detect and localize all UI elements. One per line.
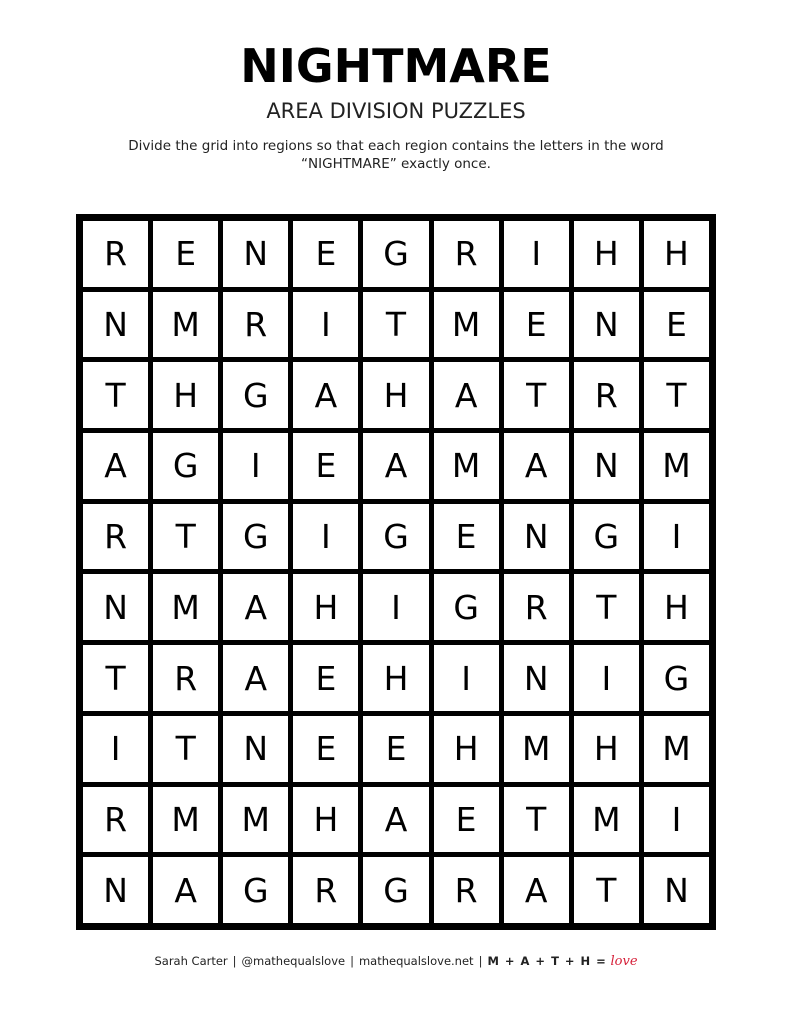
grid-cell[interactable]: T bbox=[504, 787, 569, 853]
grid-cell[interactable]: E bbox=[293, 433, 358, 499]
grid-cell[interactable]: N bbox=[504, 645, 569, 711]
grid-cell[interactable]: A bbox=[223, 645, 288, 711]
grid-cell[interactable]: R bbox=[574, 362, 639, 428]
grid-cell[interactable]: H bbox=[574, 716, 639, 782]
grid-cell[interactable]: A bbox=[153, 857, 218, 923]
grid-cell[interactable]: H bbox=[363, 362, 428, 428]
grid-cell[interactable]: I bbox=[363, 574, 428, 640]
grid-cell[interactable]: R bbox=[153, 645, 218, 711]
grid-cell[interactable]: T bbox=[574, 574, 639, 640]
grid-cell[interactable]: I bbox=[293, 292, 358, 358]
grid-cell[interactable]: N bbox=[223, 221, 288, 287]
grid-cell[interactable]: H bbox=[434, 716, 499, 782]
grid-cell[interactable]: G bbox=[223, 857, 288, 923]
grid-cell[interactable]: N bbox=[223, 716, 288, 782]
footer bbox=[0, 954, 792, 969]
grid-cell[interactable]: A bbox=[83, 433, 148, 499]
grid-cell[interactable]: M bbox=[434, 433, 499, 499]
grid-cell[interactable]: T bbox=[644, 362, 709, 428]
grid-cell[interactable]: A bbox=[504, 433, 569, 499]
grid-cell[interactable]: E bbox=[293, 645, 358, 711]
footer-separator: | bbox=[350, 954, 354, 968]
grid-cell[interactable]: G bbox=[434, 574, 499, 640]
grid-cell[interactable]: I bbox=[83, 716, 148, 782]
grid-cell[interactable]: R bbox=[504, 574, 569, 640]
grid-cell[interactable]: I bbox=[223, 433, 288, 499]
grid-cell[interactable]: H bbox=[293, 787, 358, 853]
grid-cell[interactable]: T bbox=[504, 362, 569, 428]
grid-cell[interactable]: R bbox=[434, 857, 499, 923]
grid-cell[interactable]: A bbox=[434, 362, 499, 428]
grid-cell[interactable]: E bbox=[644, 292, 709, 358]
footer-brand: M + A + T + H = bbox=[487, 954, 607, 968]
footer-handle: @mathequalslove bbox=[241, 954, 346, 968]
grid-cell[interactable]: G bbox=[363, 504, 428, 570]
grid-cell[interactable]: N bbox=[644, 857, 709, 923]
grid-cell[interactable]: T bbox=[83, 645, 148, 711]
puzzle-grid bbox=[76, 214, 716, 930]
grid-cell[interactable]: R bbox=[83, 504, 148, 570]
grid-cell[interactable]: T bbox=[153, 504, 218, 570]
grid-cell[interactable]: I bbox=[434, 645, 499, 711]
grid-cell[interactable]: I bbox=[504, 221, 569, 287]
grid-cell[interactable]: H bbox=[153, 362, 218, 428]
grid-cell[interactable]: R bbox=[293, 857, 358, 923]
footer-website: mathequalslove.net bbox=[358, 954, 474, 968]
grid-cell[interactable]: G bbox=[153, 433, 218, 499]
grid-cell[interactable]: M bbox=[153, 574, 218, 640]
grid-cell[interactable]: E bbox=[434, 787, 499, 853]
grid-cell[interactable]: M bbox=[504, 716, 569, 782]
page-subtitle: AREA DIVISION PUZZLES bbox=[266, 99, 526, 123]
footer-separator: | bbox=[232, 954, 237, 968]
footer-separator: | bbox=[478, 954, 483, 968]
grid-cell[interactable]: H bbox=[644, 221, 709, 287]
grid-cell[interactable]: R bbox=[83, 221, 148, 287]
grid-cell[interactable]: M bbox=[574, 787, 639, 853]
grid-cell[interactable]: N bbox=[504, 504, 569, 570]
grid-cell[interactable]: M bbox=[153, 292, 218, 358]
grid-cell[interactable]: N bbox=[83, 574, 148, 640]
grid-cell[interactable]: T bbox=[83, 362, 148, 428]
grid-cell[interactable]: E bbox=[293, 221, 358, 287]
grid-cell[interactable]: A bbox=[363, 787, 428, 853]
grid-cell[interactable]: M bbox=[434, 292, 499, 358]
grid-cell[interactable]: I bbox=[644, 787, 709, 853]
grid-cell[interactable]: R bbox=[434, 221, 499, 287]
grid-cell[interactable]: N bbox=[574, 433, 639, 499]
grid-cell[interactable]: G bbox=[644, 645, 709, 711]
grid-cell[interactable]: I bbox=[644, 504, 709, 570]
grid-cell[interactable]: E bbox=[434, 504, 499, 570]
grid-cell[interactable]: H bbox=[644, 574, 709, 640]
grid-cell[interactable]: M bbox=[644, 716, 709, 782]
grid-cell[interactable]: M bbox=[153, 787, 218, 853]
grid-cell[interactable]: N bbox=[83, 292, 148, 358]
grid-cell[interactable]: R bbox=[223, 292, 288, 358]
grid-cell[interactable]: G bbox=[363, 221, 428, 287]
grid-cell[interactable]: A bbox=[223, 574, 288, 640]
grid-cell[interactable]: N bbox=[83, 857, 148, 923]
grid-cell[interactable]: N bbox=[574, 292, 639, 358]
grid-cell[interactable]: H bbox=[363, 645, 428, 711]
grid-cell[interactable]: R bbox=[83, 787, 148, 853]
grid-cell[interactable]: A bbox=[504, 857, 569, 923]
grid-cell[interactable]: T bbox=[153, 716, 218, 782]
grid-cell[interactable]: E bbox=[504, 292, 569, 358]
grid-cell[interactable]: G bbox=[363, 857, 428, 923]
grid-cell[interactable]: H bbox=[293, 574, 358, 640]
grid-cell[interactable]: E bbox=[363, 716, 428, 782]
grid-cell[interactable]: A bbox=[363, 433, 428, 499]
grid-cell[interactable]: H bbox=[574, 221, 639, 287]
grid-cell[interactable]: I bbox=[574, 645, 639, 711]
grid-cell[interactable]: G bbox=[223, 362, 288, 428]
grid-cell[interactable]: G bbox=[574, 504, 639, 570]
grid-cell[interactable]: E bbox=[293, 716, 358, 782]
footer-brand-love: love bbox=[610, 954, 638, 969]
page-title: NIGHTMARE bbox=[240, 39, 552, 93]
grid-cell[interactable]: A bbox=[293, 362, 358, 428]
grid-cell[interactable]: T bbox=[574, 857, 639, 923]
grid-cell[interactable]: I bbox=[293, 504, 358, 570]
grid-cell[interactable]: M bbox=[644, 433, 709, 499]
grid-cell[interactable]: E bbox=[153, 221, 218, 287]
footer-author: Sarah Carter bbox=[154, 954, 228, 968]
grid-cell[interactable]: G bbox=[223, 504, 288, 570]
grid-cell[interactable]: T bbox=[363, 292, 428, 358]
grid-cell[interactable]: M bbox=[223, 787, 288, 853]
instructions-text: Divide the grid into regions so that each region contains the letters in the word “NIGHTMARE” exactly once. bbox=[128, 138, 664, 172]
